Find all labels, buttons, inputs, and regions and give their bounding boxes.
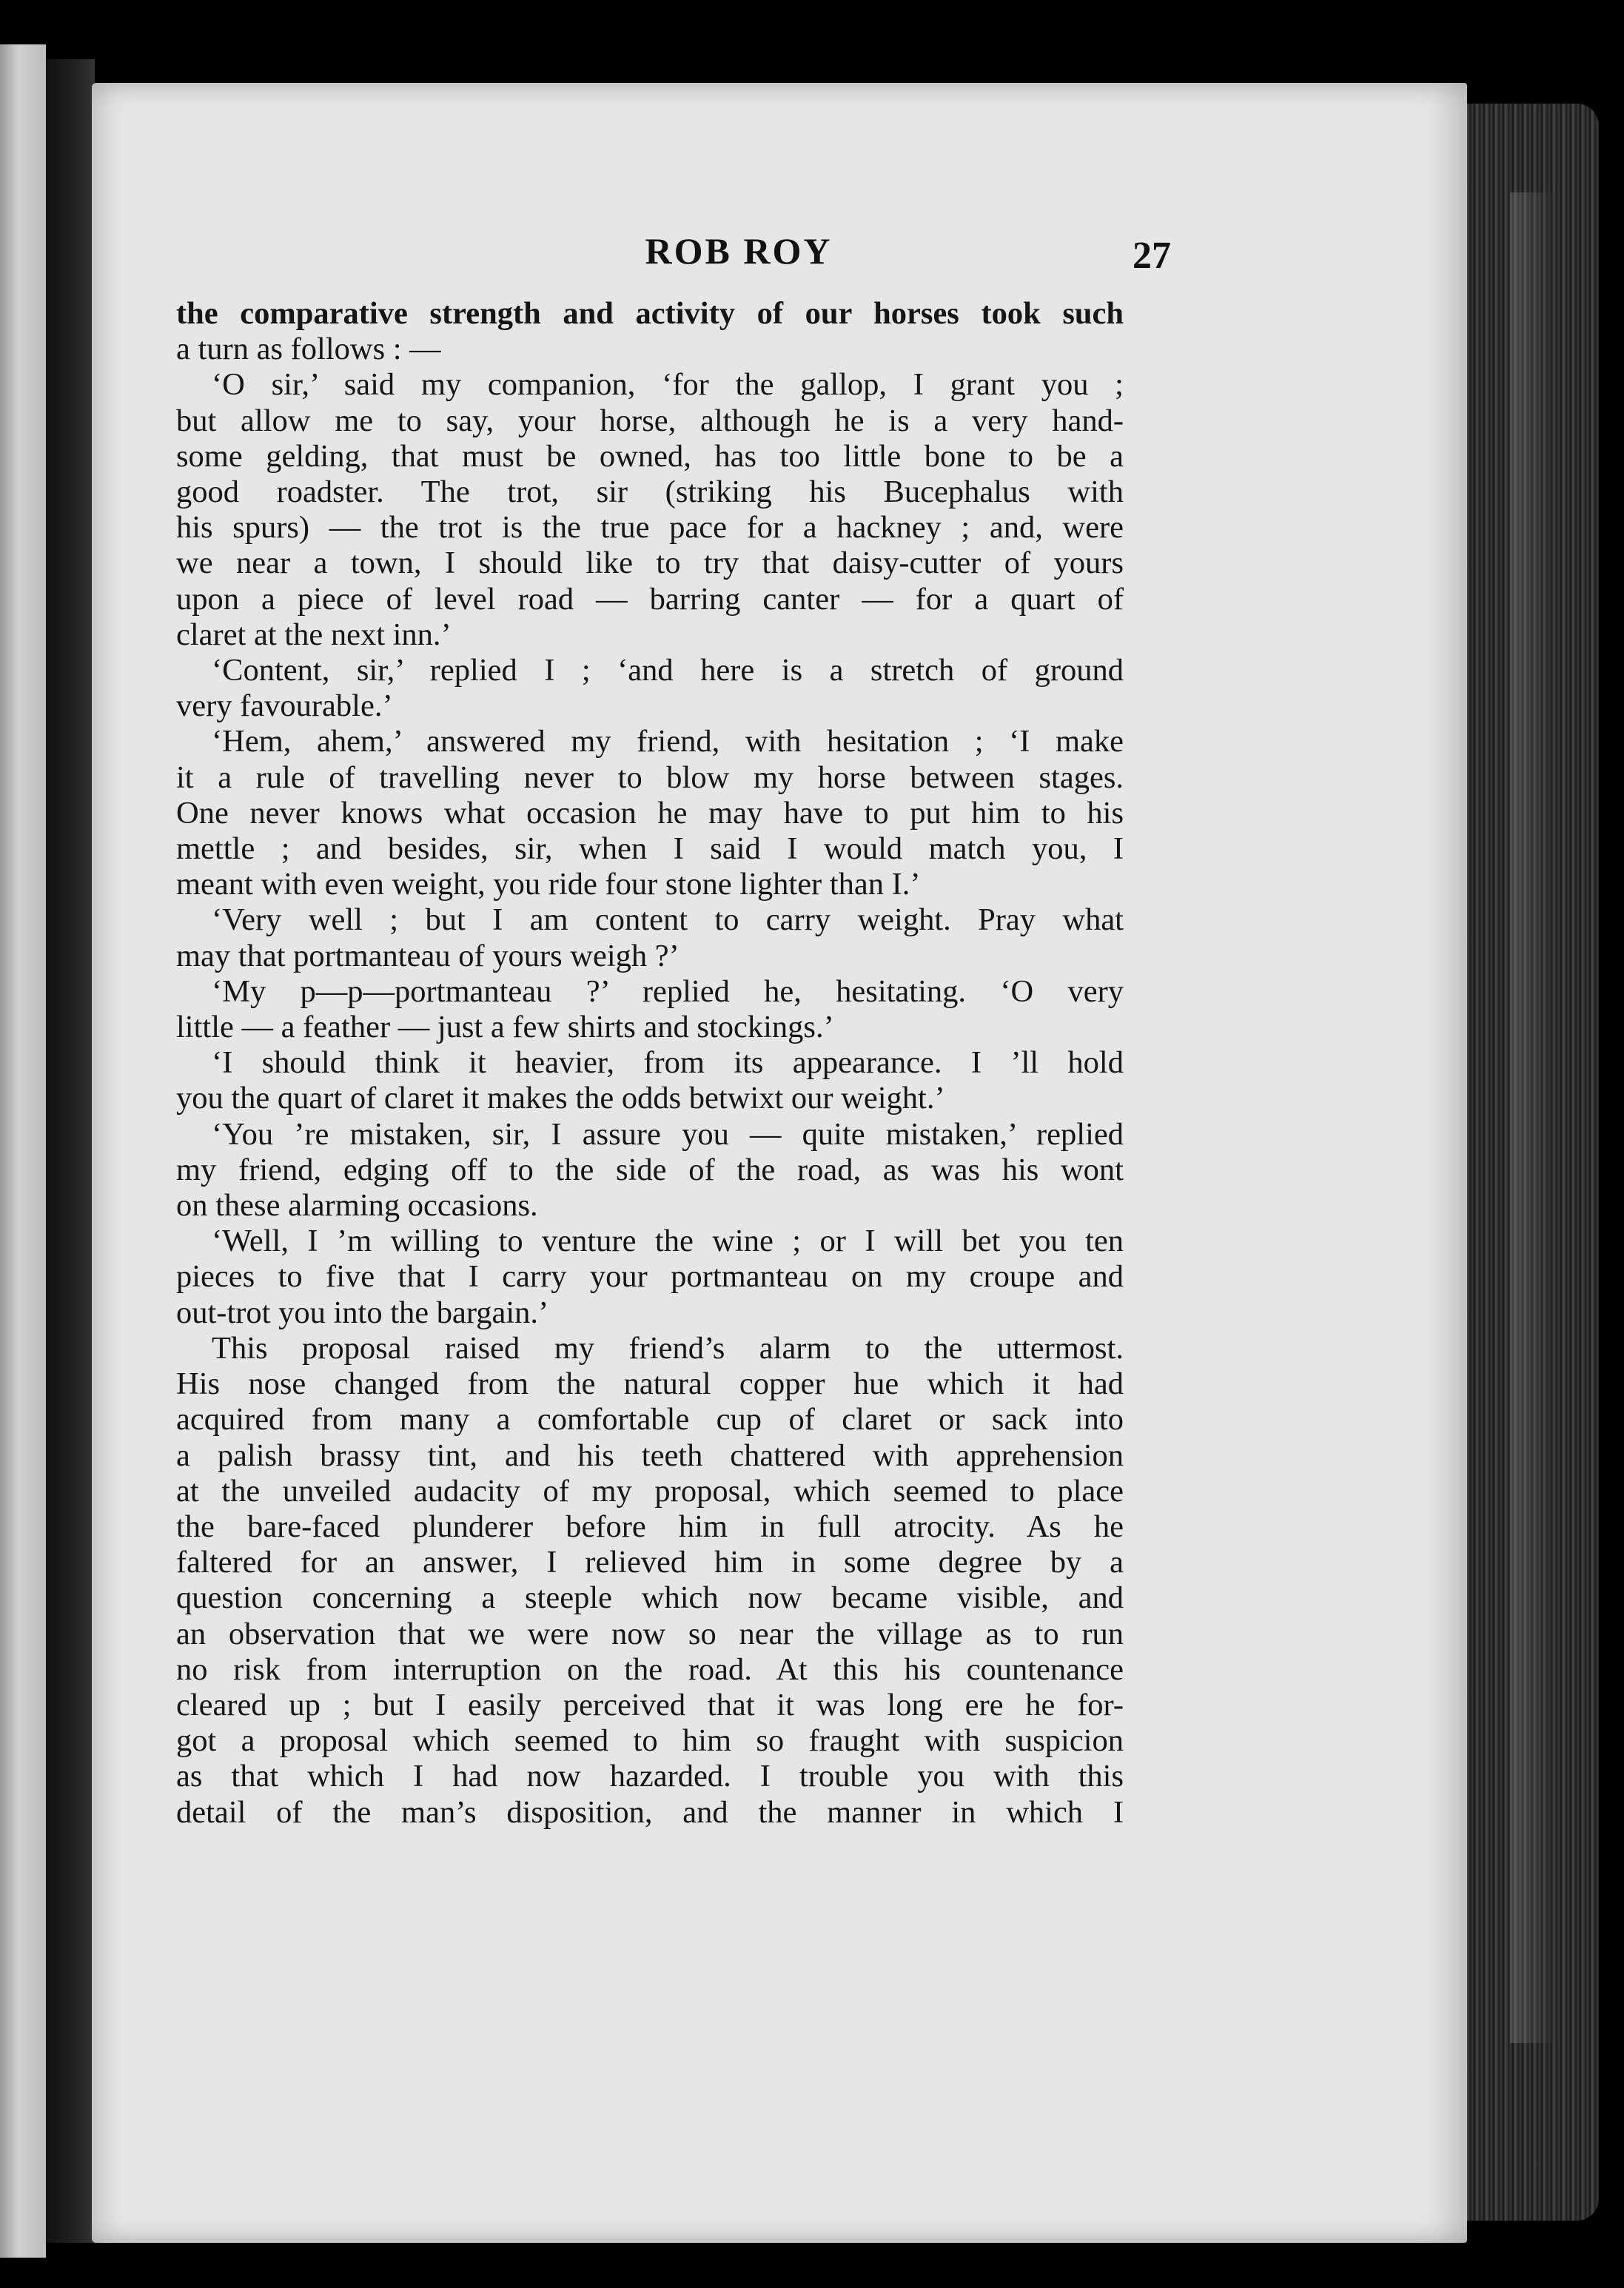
text-line: detail of the man’s disposition, and the manner in which I — [176, 1794, 1124, 1830]
text-line: the bare-faced plunderer before him in full atrocity. As he — [176, 1509, 1124, 1544]
text-line: One never knows what occasion he may have to put him to his — [176, 795, 1124, 831]
text-line: ‘Well, I ’m willing to venture the wine ; or I will bet you ten — [212, 1224, 1124, 1259]
book-edge-highlight — [1510, 192, 1554, 2043]
text-line: ‘My p—p—portmanteau ?’ replied he, hesitating. ‘O very — [212, 973, 1124, 1009]
text-line: upon a piece of level road — barring canter — for a quart of — [176, 581, 1124, 617]
text-line: good roadster. The trot, sir (striking his Bucephalus with — [176, 474, 1124, 510]
text-line: out-trot you into the bargain.’ — [176, 1295, 549, 1330]
text-line: ‘I should think it heavier, from its appearance. I ’ll hold — [212, 1045, 1124, 1081]
text-line: a palish brassy tint, and his teeth chattered with apprehension — [176, 1437, 1124, 1473]
text-line: This proposal raised my friend’s alarm to the uttermost. — [212, 1330, 1124, 1366]
text-line: we near a town, I should like to try that daisy-cutter of yours — [176, 546, 1124, 581]
text-line: it a rule of travelling never to blow my horse between stages. — [176, 759, 1124, 795]
running-head — [92, 222, 1467, 281]
text-line: claret at the next inn.’ — [176, 617, 452, 652]
book-gutter — [46, 59, 95, 2243]
text-line: the comparative strength and activity of our horses took such — [176, 296, 1124, 331]
page-number: 27 — [1133, 235, 1171, 277]
text-line: question concerning a steeple which now became visible, and — [176, 1580, 1124, 1616]
text-line: no risk from interruption on the road. At this his countenance — [176, 1651, 1124, 1687]
text-line: His nose changed from the natural copper hue which it had — [176, 1366, 1124, 1402]
text-line: a turn as follows : — — [176, 332, 441, 367]
text-line: little — a feather — just a few shirts and stockings.’ — [176, 1010, 834, 1045]
text-line: mettle ; and besides, sir, when I said I would match you, I — [176, 831, 1124, 867]
text-line: an observation that we were now so near the village as to run — [176, 1616, 1124, 1651]
text-line: on these alarming occasions. — [176, 1188, 538, 1224]
text-line: ‘You ’re mistaken, sir, I assure you — quite mistaken,’ replied — [212, 1116, 1124, 1152]
text-line: may that portmanteau of yours weigh ?’ — [176, 938, 680, 973]
text-line: ‘Content, sir,’ replied I ; ‘and here is a stretch of ground — [212, 653, 1124, 688]
text-line: at the unveiled audacity of my proposal, which seemed to place — [176, 1473, 1124, 1509]
facing-page-edge — [0, 44, 46, 2258]
text-line: but allow me to say, your horse, although he is a very hand- — [176, 403, 1124, 438]
text-line: acquired from many a comfortable cup of claret or sack into — [176, 1402, 1124, 1437]
text-line: you the quart of claret it makes the odds betwixt our weight.’ — [176, 1081, 945, 1116]
text-line: some gelding, that must be owned, has too little bone to be a — [176, 438, 1124, 474]
text-line: as that which I had now hazarded. I trouble you with this — [176, 1759, 1124, 1794]
text-line: got a proposal which seemed to him so fraught with suspicion — [176, 1723, 1124, 1759]
text-line: pieces to five that I carry your portmanteau on my croupe and — [176, 1259, 1124, 1295]
text-line: ‘Very well ; but I am content to carry weight. Pray what — [212, 902, 1124, 938]
body-text — [176, 296, 1124, 1831]
text-line: cleared up ; but I easily perceived that it was long ere he for- — [176, 1687, 1124, 1722]
text-line: meant with even weight, you ride four stone lighter than I.’ — [176, 867, 921, 902]
text-line: very favourable.’ — [176, 688, 393, 724]
text-line: ‘Hem, ahem,’ answered my friend, with hesitation ; ‘I make — [212, 724, 1124, 759]
text-line: ‘O sir,’ said my companion, ‘for the gallop, I grant you ; — [212, 367, 1124, 403]
text-line: my friend, edging off to the side of the road, as was his wont — [176, 1152, 1124, 1187]
text-line: his spurs) — the trot is the true pace for a hackney ; and, were — [176, 510, 1124, 546]
running-head-title: ROB ROY — [645, 230, 833, 272]
text-line: faltered for an answer, I relieved him in some degree by a — [176, 1545, 1124, 1580]
